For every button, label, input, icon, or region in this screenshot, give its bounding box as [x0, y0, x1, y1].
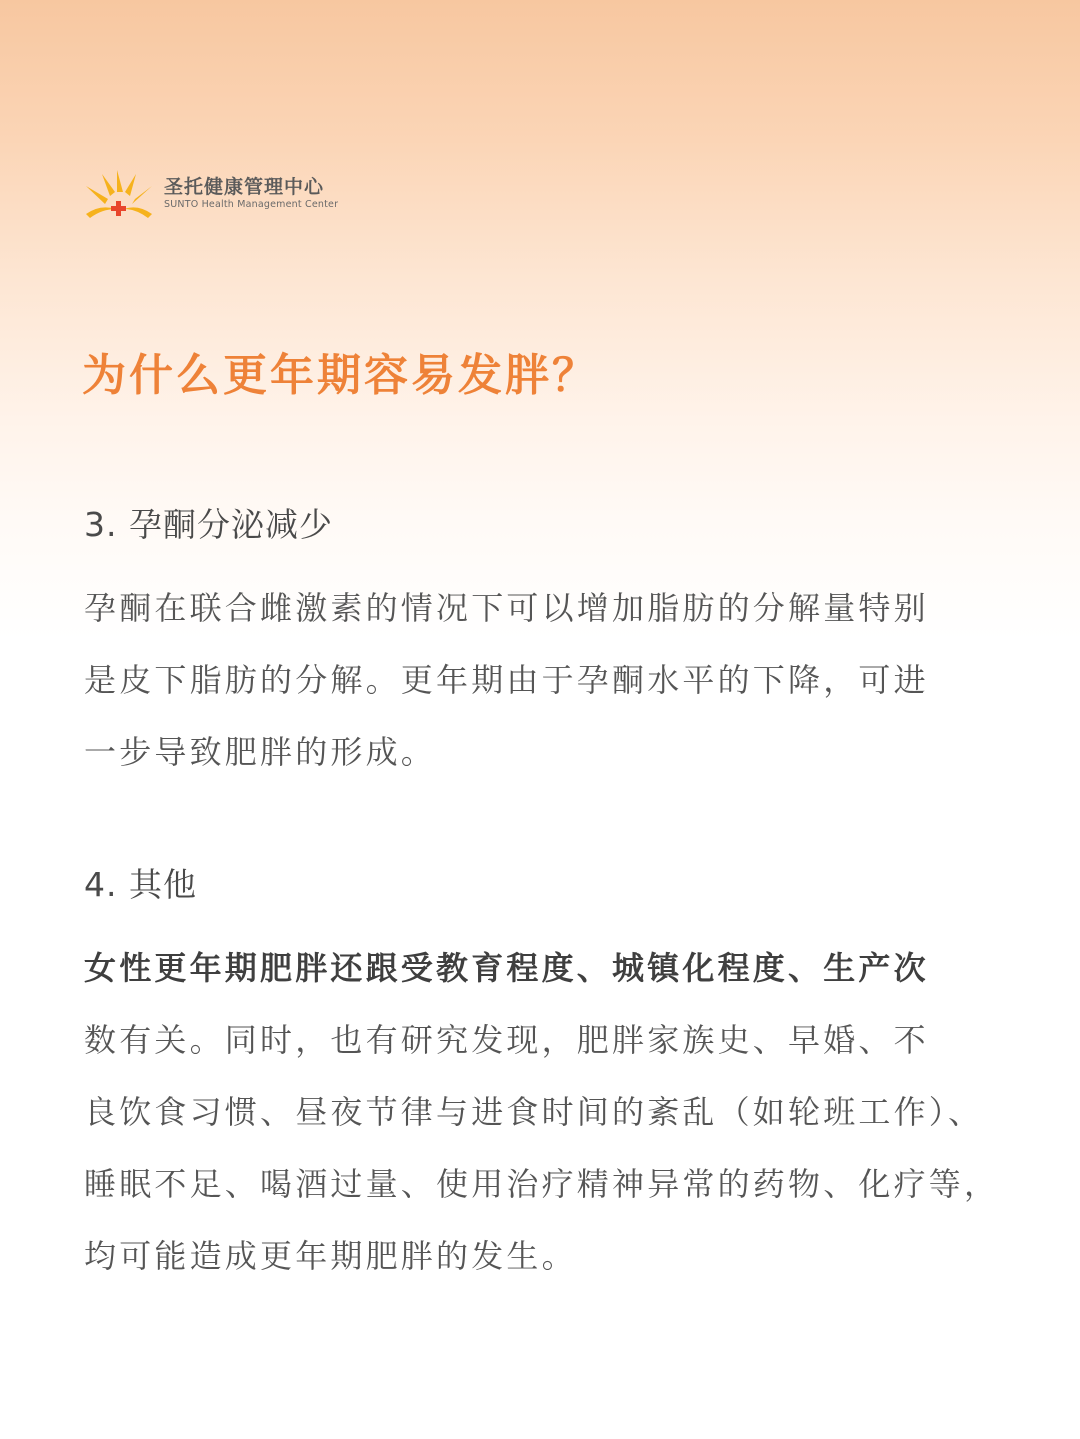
- paragraph-line: 数有关。同时，也有研究发现，肥胖家族史、早婚、不: [84, 1021, 929, 1059]
- brand-logo: [80, 168, 338, 220]
- paragraph-line: 良饮食习惯、昼夜节律与进食时间的紊乱（如轮班工作）、: [84, 1093, 984, 1131]
- section-heading: 3. 孕酮分泌减少: [84, 505, 333, 544]
- section-progesterone: [84, 500, 1044, 788]
- section-paragraph: [84, 932, 1044, 1292]
- paragraph-line: 是皮下脂肪的分解。更年期由于孕酮水平的下降，可进: [84, 661, 929, 699]
- page-title: 为什么更年期容易发胖？: [82, 350, 599, 401]
- paragraph-line: 一步导致肥胖的形成。: [84, 733, 437, 771]
- sunto-logo-icon: [80, 168, 154, 220]
- section-paragraph: [84, 572, 1044, 788]
- paragraph-line: 均可能造成更年期肥胖的发生。: [84, 1237, 577, 1275]
- paragraph-line: 孕酮在联合雌激素的情况下可以增加脂肪的分解量特别: [84, 589, 929, 627]
- paragraph-line: 女性更年期肥胖还跟受教育程度、城镇化程度、生产次: [84, 949, 929, 987]
- brand-name-cn: 圣托健康管理中心: [164, 176, 325, 198]
- brand-name-en: SUNTO Health Management Center: [164, 199, 339, 210]
- paragraph-line: 睡眠不足、喝酒过量、使用治疗精神异常的药物、化疗等，: [84, 1165, 1000, 1203]
- section-other: [84, 860, 1044, 1292]
- section-heading: 4. 其他: [84, 865, 197, 904]
